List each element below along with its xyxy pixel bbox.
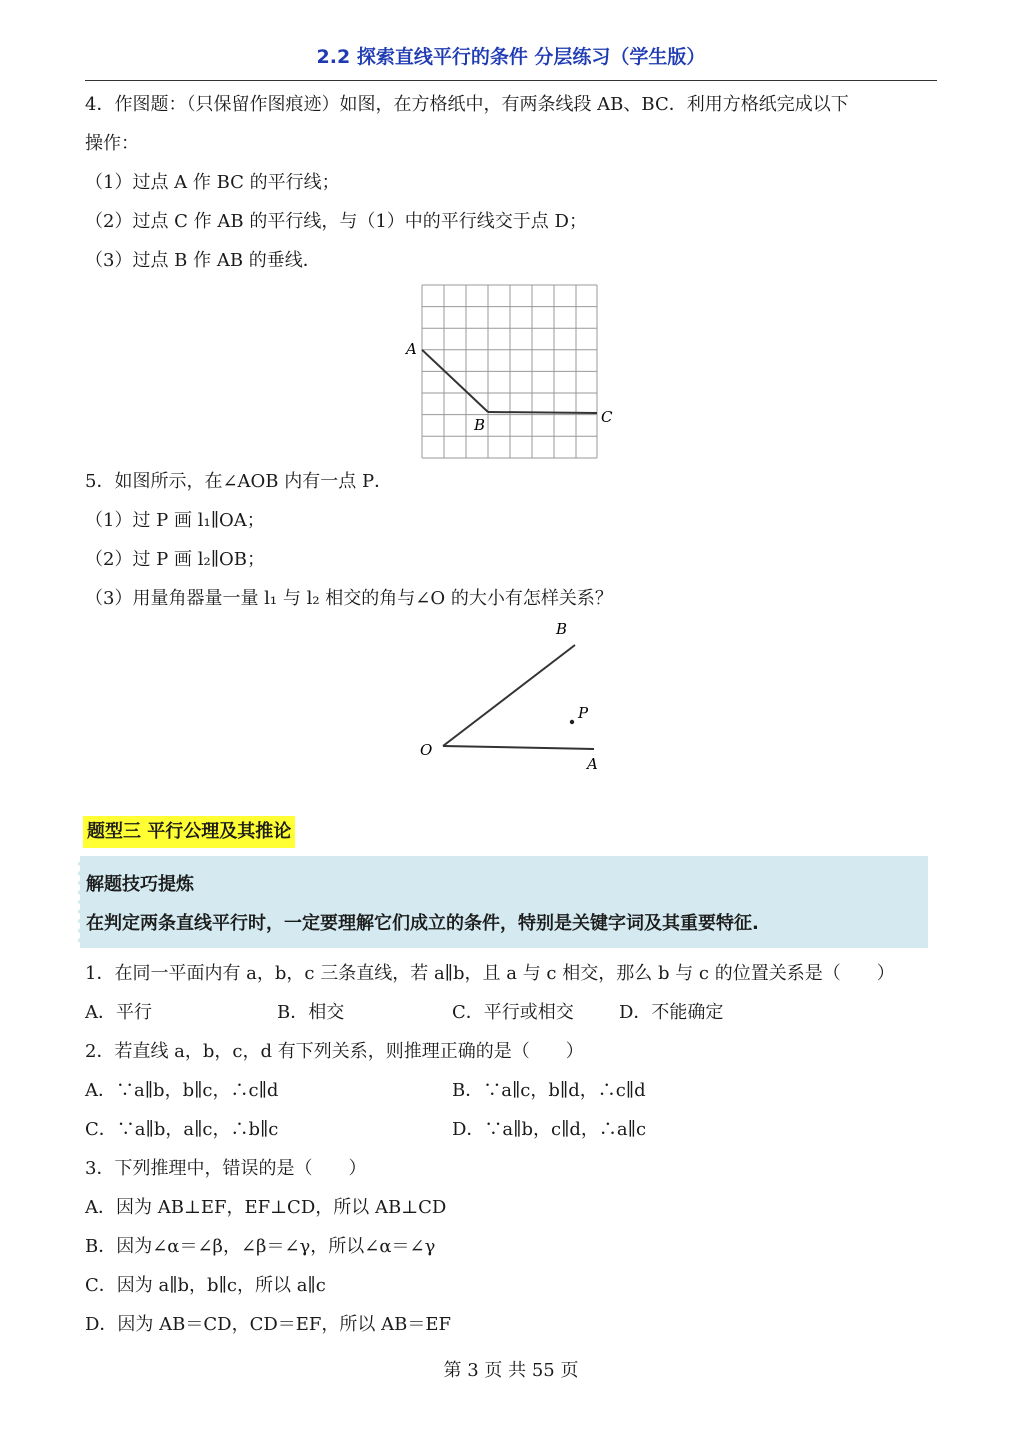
mc2-stem: 2．若直线 a，b，c，d 有下列关系，则推理正确的是（ ） [85, 1041, 584, 1062]
mc3-stem: 3．下列推理中，错误的是（ ） [85, 1158, 367, 1179]
mc1-option-c: C．平行或相交 [452, 1002, 574, 1023]
q4-step-3: （3）过点 B 作 AB 的垂线． [85, 250, 321, 271]
q5-stem: 5．如图所示，在∠AOB 内有一点 P． [85, 471, 393, 492]
grid-lines [422, 285, 597, 458]
segment-ab [422, 350, 488, 412]
q5-angle-figure [410, 615, 620, 775]
mc2-option-d: D．∵a∥b，c∥d，∴a∥c [452, 1119, 647, 1140]
mc3-option-a: A．因为 AB⊥EF，EF⊥CD，所以 AB⊥CD [85, 1197, 447, 1218]
mc2-option-c: C．∵a∥b，a∥c，∴b∥c [85, 1119, 279, 1140]
section-title: 题型三 平行公理及其推论 [83, 816, 295, 848]
mc1-option-d: D．不能确定 [619, 1002, 724, 1023]
mc2-option-a: A．∵a∥b，b∥c，∴c∥d [85, 1080, 279, 1101]
point-b-label: B [556, 620, 568, 638]
mc2-option-b: B．∵a∥c，b∥d，∴c∥d [452, 1080, 646, 1101]
ray-oa [443, 746, 594, 749]
mc1-option-a: A．平行 [85, 1002, 152, 1023]
mc3-option-d: D．因为 AB＝CD，CD＝EF，所以 AB＝EF [85, 1314, 451, 1335]
q4-grid-figure [400, 280, 630, 465]
q4-stem-line1: 4．作图题：（只保留作图痕迹）如图，在方格纸中，有两条线段 AB、BC．利用方格纸完成以下 [85, 94, 849, 115]
point-a-label: A [587, 755, 598, 773]
page-number: 第 3 页 共 55 页 [443, 1360, 579, 1381]
mc1-stem: 1．在同一平面内有 a，b，c 三条直线，若 a∥b，且 a 与 c 相交，那么 b 与 c 的位置关系是（ ） [85, 963, 895, 984]
tips-text: 在判定两条直线平行时，一定要理解它们成立的条件，特别是关键字词及其重要特征. [86, 913, 759, 934]
tips-title: 解题技巧提炼 [86, 874, 194, 895]
ray-ob [443, 645, 575, 746]
q5-step-2: （2）过 P 画 l₂∥OB； [85, 549, 265, 570]
mc1-option-b: B．相交 [277, 1002, 345, 1023]
mc3-option-b: B．因为∠α＝∠β，∠β＝∠γ，所以∠α＝∠γ [85, 1236, 436, 1257]
point-p [570, 720, 574, 724]
point-o-label: O [420, 741, 433, 759]
point-p-label: P [578, 704, 589, 722]
segment-bc [488, 412, 597, 413]
q4-step-2: （2）过点 C 作 AB 的平行线，与（1）中的平行线交于点 D； [85, 211, 587, 232]
header-divider [85, 80, 937, 81]
point-a-label: A [406, 340, 417, 358]
q5-step-1: （1）过 P 画 l₁∥OA； [85, 510, 265, 531]
point-c-label: C [601, 408, 613, 426]
q4-stem-line2: 操作： [85, 133, 139, 154]
mc3-option-c: C．因为 a∥b，b∥c，所以 a∥c [85, 1275, 326, 1296]
q5-step-3: （3）用量角器量一量 l₁ 与 l₂ 相交的角与∠O 的大小有怎样关系？ [85, 588, 613, 609]
q4-step-1: （1）过点 A 作 BC 的平行线； [85, 172, 340, 193]
page-header-title: 2.2 探索直线平行的条件 分层练习（学生版） [316, 46, 706, 68]
point-b-label: B [474, 416, 486, 434]
